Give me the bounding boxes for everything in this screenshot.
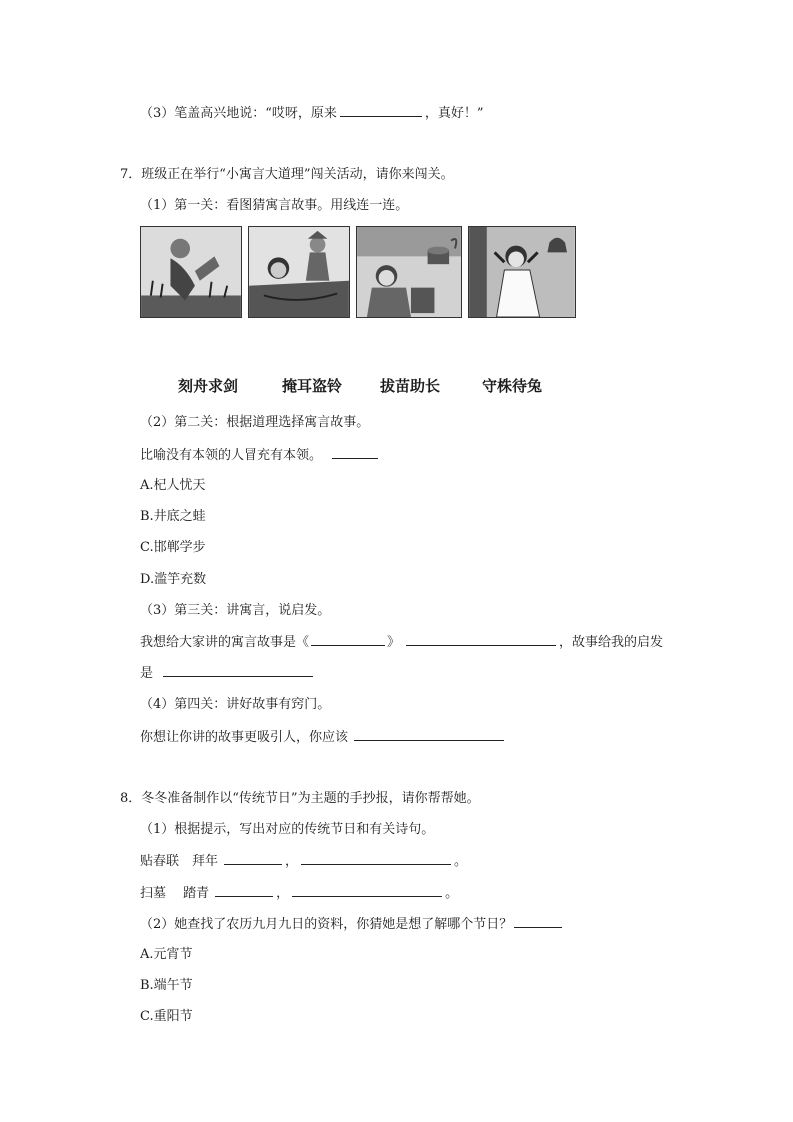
q7-part2: （2）第二关：根据道理选择寓言故事。	[140, 415, 370, 430]
q8-period: 。	[454, 854, 468, 869]
q7-story-blank[interactable]	[406, 633, 556, 646]
q8-hint2-line	[140, 884, 458, 903]
picture-1-illustration	[141, 227, 241, 317]
q7-option: D.滥竽充数	[140, 572, 207, 587]
q7-option: C.邯郸学步	[140, 540, 206, 555]
q7-part3-mid: 》	[387, 635, 401, 650]
q7-part3-line1	[140, 633, 663, 652]
story-label[interactable]: 掩耳盗铃	[282, 377, 343, 395]
q7-part3-line2-prefix: 是	[140, 666, 154, 681]
q8-option: C.重阳节	[140, 1009, 193, 1024]
picture-1-pulling-seedlings	[140, 226, 242, 318]
story-label[interactable]: 拔苗助长	[380, 377, 441, 395]
q6-3-line	[140, 104, 484, 123]
q6-3-blank[interactable]	[340, 104, 422, 117]
q8-hint1-line	[140, 852, 467, 871]
q7-part3: （3）第三关：讲寓言，说启发。	[140, 603, 331, 618]
picture-2-boat-sword	[248, 226, 350, 318]
picture-4-bell-ears	[468, 226, 576, 318]
q8-poem2-blank[interactable]	[292, 884, 442, 897]
q8-part2-line	[140, 915, 565, 934]
story-pictures	[140, 226, 576, 318]
q8-title: 8．冬冬准备制作以“传统节日”为主题的手抄报，请你帮帮她。	[120, 791, 480, 806]
q7-part1: （1）第一关：看图猜寓言故事。用线连一连。	[140, 198, 409, 213]
picture-3-illustration	[357, 227, 461, 317]
story-label[interactable]: 刻舟求剑	[178, 377, 239, 395]
q6-3-suffix: ，真好！”	[424, 106, 484, 121]
q8-part2: （2）她查找了农历九月九日的资料，你猜她是想了解哪个节日？	[140, 917, 513, 932]
q7-part2-question-line	[140, 446, 381, 465]
q7-title: 7．班级正在举行“小寓言大道理”闯关活动，请你来闯关。	[120, 167, 454, 182]
q8-comma: ，	[285, 854, 299, 869]
q7-part2-answer-blank[interactable]	[332, 446, 378, 459]
q7-option: A.杞人忧天	[140, 478, 206, 493]
q7-option: B.井底之蛙	[140, 509, 206, 524]
q8-comma: ，	[276, 886, 290, 901]
q8-hint1: 贴春联 拜年	[140, 854, 219, 869]
q8-period: 。	[445, 886, 459, 901]
q8-hint2: 扫墓 踏青	[140, 886, 210, 901]
q8-part2-answer-blank[interactable]	[514, 915, 562, 928]
picture-2-illustration	[249, 227, 349, 317]
q7-part4-line	[140, 728, 507, 747]
q8-option: B.端午节	[140, 978, 193, 993]
q8-festival2-blank[interactable]	[215, 884, 273, 897]
q7-part3-line2	[140, 664, 316, 683]
q7-part3-prefix: 我想给大家讲的寓言故事是《	[140, 635, 310, 650]
q7-part2-question: 比喻没有本领的人冒充有本领。	[140, 448, 323, 463]
q7-part4: （4）第四关：讲好故事有窍门。	[140, 697, 331, 712]
q7-story-title-blank[interactable]	[311, 633, 385, 646]
q8-festival1-blank[interactable]	[224, 852, 282, 865]
q8-part1: （1）根据提示，写出对应的传统节日和有关诗句。	[140, 822, 435, 837]
q7-part3-suffix: ，故事给我的启发	[559, 635, 664, 650]
q8-poem1-blank[interactable]	[301, 852, 451, 865]
q7-part4-blank[interactable]	[354, 728, 504, 741]
q7-part4-question: 你想让你讲的故事更吸引人，你应该	[140, 730, 349, 745]
q7-inspiration-blank[interactable]	[163, 664, 313, 677]
picture-4-illustration	[469, 227, 575, 317]
q6-3-prefix: （3）笔盖高兴地说：“哎呀，原来	[140, 106, 337, 121]
story-label[interactable]: 守株待兔	[482, 377, 543, 395]
q8-option: A.元宵节	[140, 947, 193, 962]
picture-3-tree-stump	[356, 226, 462, 318]
